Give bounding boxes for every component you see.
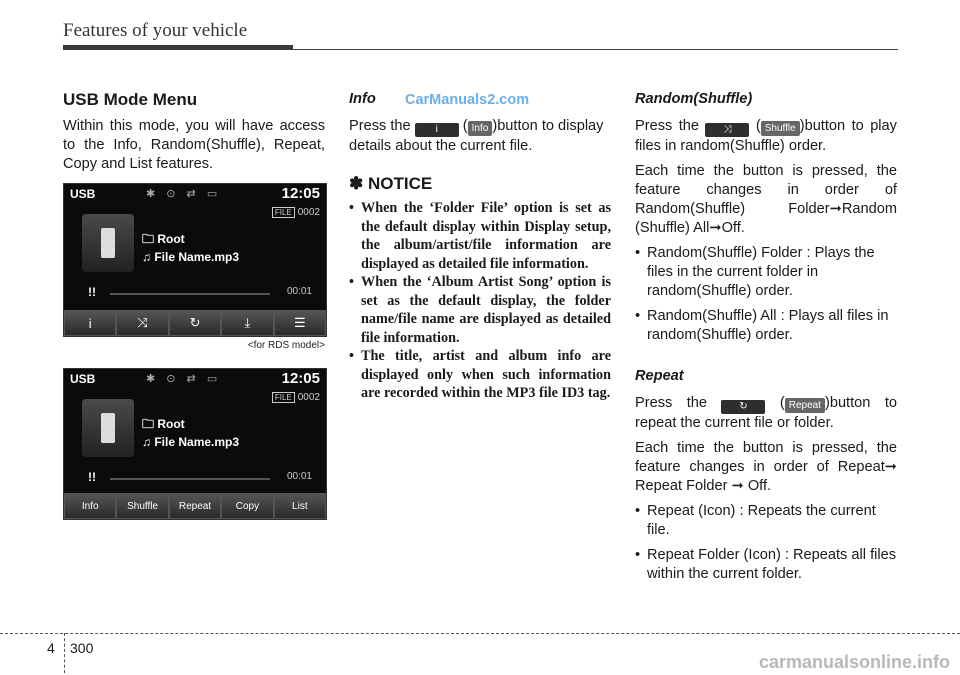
shuffle-label-badge: Shuffle <box>761 121 800 136</box>
pause-icon: !! <box>88 470 96 484</box>
progress-bar <box>110 293 270 295</box>
repeat-label-badge: Repeat <box>785 398 825 413</box>
file-name: ♫ File Name.mp3 <box>142 435 240 449</box>
info-button[interactable]: Info <box>64 493 116 519</box>
notice-item: • When the ‘Folder File’ option is set as the default display within Display setup, the album/artist/file information are displayed as detailed file information. <box>349 199 611 273</box>
repeat-icon: ↻ <box>721 400 765 414</box>
screen-mode-label: USB <box>70 187 96 201</box>
info-description: Press the i ( Info )button to display details about the current file. <box>349 118 604 154</box>
info-label-badge: Info <box>468 121 493 136</box>
usb-device-icon <box>82 214 134 272</box>
shuffle-heading: Random(Shuffle) <box>635 91 753 107</box>
list-button[interactable]: List <box>274 493 326 519</box>
watermark-top: CarManuals2.com <box>405 92 530 108</box>
chapter-number: 4 <box>47 640 55 656</box>
screen-button-row <box>64 310 326 336</box>
progress-bar <box>110 478 270 480</box>
list-item: • Repeat (Icon) : Repeats the current file. <box>635 502 897 540</box>
repeat-cycle: Each time the button is pressed, the feature changes in order of Repeat➞ Repeat Folder ➞ Off. <box>635 440 897 494</box>
info-icon-button[interactable]: i <box>64 310 116 336</box>
footer-divider <box>64 633 65 673</box>
usb-mode-heading: USB Mode Menu <box>63 90 198 109</box>
screen-status-bar <box>64 369 326 389</box>
page-number: 300 <box>70 640 94 656</box>
screen-clock: 12:05 <box>281 370 320 387</box>
status-icons: ✱ ⊙ ⇄ ▭ <box>146 188 222 200</box>
middle-column <box>349 90 611 403</box>
shuffle-cycle: Each time the button is pressed, the feature changes in order of Random(Shuffle) Folder➞Random (Shuffle) All➞Off. <box>635 163 897 236</box>
repeat-icon-button[interactable]: ↻ <box>169 310 221 336</box>
usb-mode-intro: Within this mode, you will have access to the Info, Random(Shuffle), Repeat, Copy and List features. <box>63 118 325 172</box>
screen-button-row <box>64 493 326 519</box>
list-item: • Random(Shuffle) Folder : Plays the files in the current folder in random(Shuffle) order. <box>635 244 897 301</box>
shuffle-icon: ⤨ <box>705 123 749 137</box>
list-item: • Random(Shuffle) All : Plays all files in random(Shuffle) order. <box>635 307 897 345</box>
notice-item: • When the ‘Album Artist Song’ option is set as the default display, the folder name/file name are displayed as detailed file information. <box>349 273 611 347</box>
notice-title: ✽ NOTICE <box>349 174 433 193</box>
right-column <box>635 90 897 590</box>
status-icons: ✱ ⊙ ⇄ ▭ <box>146 373 222 385</box>
list-icon-button[interactable]: ☰ <box>274 310 326 336</box>
usb-device-icon <box>82 399 134 457</box>
page-header-title: Features of your vehicle <box>63 20 248 41</box>
folder-name: 🗀 Root <box>142 232 185 246</box>
shuffle-icon-button[interactable]: ⤨ <box>116 310 168 336</box>
copy-button[interactable]: Copy <box>221 493 273 519</box>
repeat-list <box>635 502 897 584</box>
list-item: • Repeat Folder (Icon) : Repeats all files within the current folder. <box>635 546 897 584</box>
info-heading: Info <box>349 91 376 107</box>
left-column <box>63 90 325 180</box>
copy-icon-button[interactable]: ⤓ <box>221 310 273 336</box>
footer-rule <box>0 633 960 634</box>
usb-screen-rds <box>63 183 327 337</box>
file-number: FILE 0002 <box>272 207 320 218</box>
repeat-button[interactable]: Repeat <box>169 493 221 519</box>
pause-icon: !! <box>88 285 96 299</box>
notice-item: • The title, artist and album info are displayed only when such information are recorded within the MP3 file ID3 tag. <box>349 347 611 403</box>
file-number: FILE 0002 <box>272 392 320 403</box>
elapsed-time: 00:01 <box>286 471 312 482</box>
repeat-description: Press the ↻ ( Repeat )button to repeat the current file or folder. <box>635 395 897 431</box>
shuffle-list <box>635 244 897 345</box>
file-name: ♫ File Name.mp3 <box>142 250 240 264</box>
shuffle-description: Press the ⤨ ( Shuffle )button to play files in random(Shuffle) order. <box>635 118 897 154</box>
shuffle-button[interactable]: Shuffle <box>116 493 168 519</box>
elapsed-time: 00:01 <box>286 286 312 297</box>
screen-clock: 12:05 <box>281 185 320 202</box>
info-icon: i <box>415 123 459 137</box>
watermark-bottom: carmanualsonline.info <box>758 652 950 672</box>
screen-status-bar <box>64 184 326 204</box>
repeat-heading: Repeat <box>635 368 684 384</box>
folder-name: 🗀 Root <box>142 417 185 431</box>
screen-mode-label: USB <box>70 372 96 386</box>
header-rule <box>63 49 898 50</box>
screen-caption: <for RDS model> <box>247 340 325 351</box>
notice-list <box>349 199 611 403</box>
usb-screen-standard <box>63 368 327 520</box>
